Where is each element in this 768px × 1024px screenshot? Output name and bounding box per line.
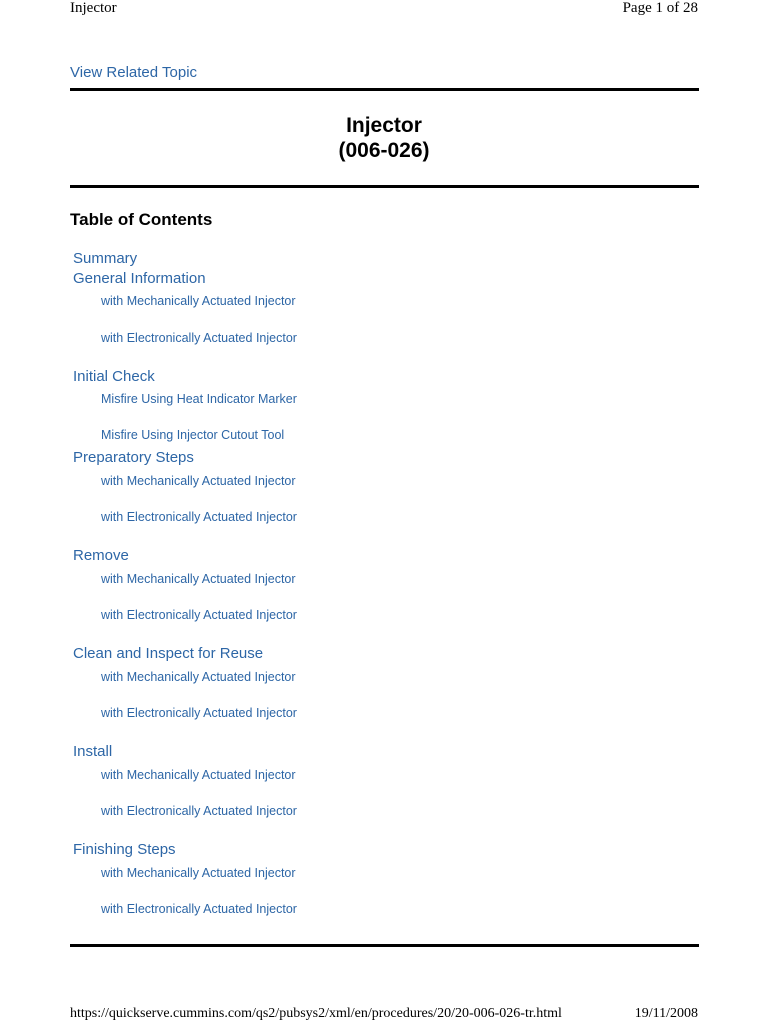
toc-item-initial-check[interactable]: Initial Check xyxy=(73,368,155,385)
doc-code: (006-026) xyxy=(338,139,430,162)
toc-heading: Table of Contents xyxy=(70,210,213,229)
divider-top xyxy=(70,88,699,91)
toc-subitem-install-electronic[interactable]: with Electronically Actuated Injector xyxy=(101,804,297,818)
toc-subitem-misfire-heat-indicator[interactable]: Misfire Using Heat Indicator Marker xyxy=(101,392,297,406)
toc-item-preparatory-steps[interactable]: Preparatory Steps xyxy=(73,449,194,466)
toc-subitem-misfire-cutout-tool[interactable]: Misfire Using Injector Cutout Tool xyxy=(101,428,285,442)
toc-item-remove[interactable]: Remove xyxy=(73,547,129,564)
toc-item-install[interactable]: Install xyxy=(73,743,113,760)
toc-subitem-finishing-mechanical[interactable]: with Mechanically Actuated Injector xyxy=(101,866,296,880)
divider-bottom xyxy=(70,944,699,947)
toc-subitem-remove-mechanical[interactable]: with Mechanically Actuated Injector xyxy=(101,572,296,586)
doc-title: Injector xyxy=(346,114,422,137)
divider-toc xyxy=(70,185,699,188)
toc-subitem-finishing-electronic[interactable]: with Electronically Actuated Injector xyxy=(101,902,297,916)
toc-item-clean-and-inspect[interactable]: Clean and Inspect for Reuse xyxy=(73,645,264,662)
toc-item-summary[interactable]: Summary xyxy=(73,250,138,267)
toc-item-finishing-steps[interactable]: Finishing Steps xyxy=(73,841,176,858)
toc-item-general-information[interactable]: General Information xyxy=(73,270,206,287)
toc-subitem-preparatory-mechanical[interactable]: with Mechanically Actuated Injector xyxy=(101,474,296,488)
toc-subitem-remove-electronic[interactable]: with Electronically Actuated Injector xyxy=(101,608,297,622)
toc-subitem-clean-mechanical[interactable]: with Mechanically Actuated Injector xyxy=(101,670,296,684)
toc-subitem-install-mechanical[interactable]: with Mechanically Actuated Injector xyxy=(101,768,296,782)
toc-subitem-clean-electronic[interactable]: with Electronically Actuated Injector xyxy=(101,706,297,720)
footer-date: 19/11/2008 xyxy=(634,1006,698,1021)
toc-subitem-preparatory-electronic[interactable]: with Electronically Actuated Injector xyxy=(101,510,297,524)
page-header-title: Injector xyxy=(70,0,117,16)
page-number: Page 1 of 28 xyxy=(622,0,698,16)
view-related-topic-link[interactable]: View Related Topic xyxy=(70,64,198,81)
toc-subitem-general-electronic[interactable]: with Electronically Actuated Injector xyxy=(101,331,297,345)
toc-subitem-general-mechanical[interactable]: with Mechanically Actuated Injector xyxy=(101,294,296,308)
footer-url: https://quickserve.cummins.com/qs2/pubsys2/xml/en/procedures/20/20-006-026-tr.html xyxy=(70,1006,562,1021)
